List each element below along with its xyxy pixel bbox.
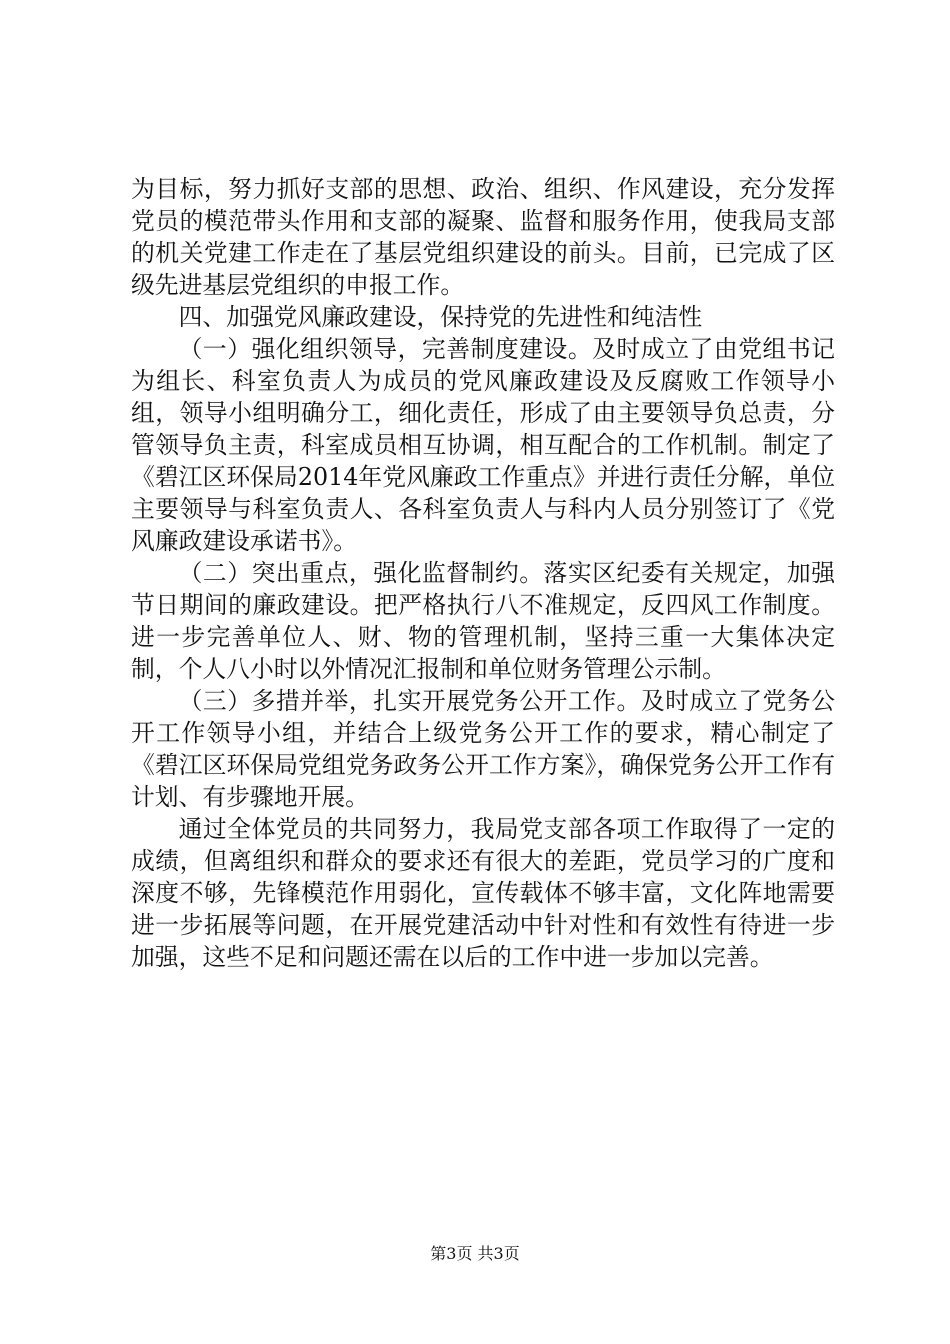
document-body [131, 173, 835, 973]
paragraph: （一）强化组织领导，完善制度建设。及时成立了由党组书记为组长、科室负责人为成员的党风廉政建设及反腐败工作领导小组，领导小组明确分工，细化责任，形成了由主要领导负总责，分管领导负主责，科室成员相互协调，相互配合的工作机制。制定了《碧江区环保局2014年党风廉政工作重点》并进行责任分解，单位主要领导与科室负责人、各科室负责人与科内人员分别签订了《党风廉政建设承诺书》。 [131, 335, 835, 555]
paragraph: （三）多措并举，扎实开展党务公开工作。及时成立了党务公开工作领导小组，并结合上级党务公开工作的要求，精心制定了《碧江区环保局党组党务政务公开工作方案》，确保党务公开工作有计划、有步骤地开展。 [131, 687, 835, 811]
paragraph: 为目标，努力抓好支部的思想、政治、组织、作风建设，充分发挥党员的模范带头作用和支部的凝聚、监督和服务作用，使我局支部的机关党建工作走在了基层党组织建设的前头。目前，已完成了区级先进基层党组织的申报工作。 [131, 175, 835, 299]
page-footer: 第3页 共3页 [430, 1244, 520, 1263]
paragraph: 通过全体党员的共同努力，我局党支部各项工作取得了一定的成绩，但离组织和群众的要求还有很大的差距，党员学习的广度和深度不够，先锋模范作用弱化，宣传载体不够丰富，文化阵地需要进一步拓展等问题，在开展党建活动中针对性和有效性有待进一步加强，这些不足和问题还需在以后的工作中进一步加以完善。 [131, 815, 835, 971]
section-heading: 四、加强党风廉政建设，保持党的先进性和纯洁性 [178, 303, 703, 331]
paragraph: （二）突出重点，强化监督制约。落实区纪委有关规定，加强节日期间的廉政建设。把严格执行八不准规定，反四风工作制度。进一步完善单位人、财、物的管理机制，坚持三重一大集体决定制，个人八小时以外情况汇报制和单位财务管理公示制。 [131, 559, 835, 683]
